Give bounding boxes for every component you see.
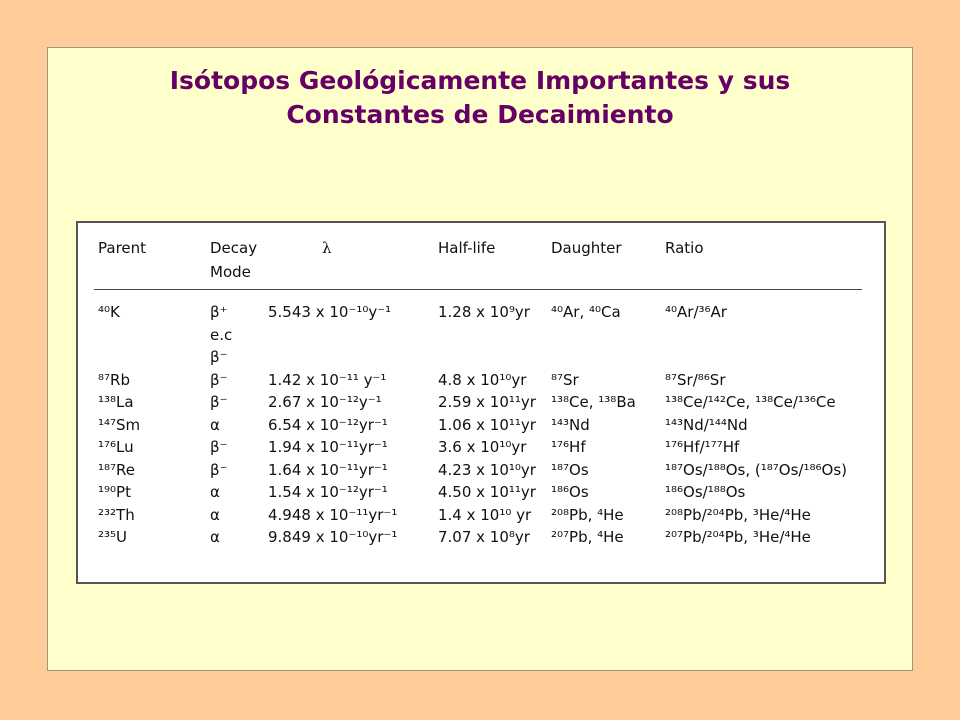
cell-parent: ¹³⁸La bbox=[98, 393, 134, 411]
isotope-table bbox=[76, 221, 886, 584]
cell-decay-mode: β⁻ bbox=[210, 460, 228, 479]
cell-ratio: ¹⁸⁷Os/¹⁸⁸Os, (¹⁸⁷Os/¹⁸⁶Os) bbox=[665, 460, 847, 479]
cell-parent: ⁴⁰K bbox=[98, 303, 120, 321]
cell-decay-mode: β⁻ bbox=[210, 393, 228, 411]
cell-half-life: 3.6 x 10¹⁰yr bbox=[438, 438, 527, 456]
cell-parent: ²³⁵U bbox=[98, 528, 128, 546]
cell-ratio: ¹³⁸Ce/¹⁴²Ce, ¹³⁸Ce/¹³⁶Ce bbox=[665, 393, 836, 411]
cell-half-life: 2.59 x 10¹¹yr bbox=[438, 393, 536, 411]
header-rule bbox=[94, 289, 862, 290]
cell-parent: ²³²Th bbox=[98, 505, 135, 524]
title-line-2: Constantes de Decaimiento bbox=[286, 100, 674, 129]
cell-ratio: ⁸⁷Sr/⁸⁶Sr bbox=[665, 370, 726, 389]
cell-daughter: ²⁰⁸Pb, ⁴He bbox=[551, 505, 624, 524]
cell-lambda: 1.54 x 10⁻¹²yr⁻¹ bbox=[268, 483, 388, 501]
header-daughter: Daughter bbox=[551, 239, 622, 257]
cell-lambda: 9.849 x 10⁻¹⁰yr⁻¹ bbox=[268, 528, 398, 546]
header-half-life: Half-life bbox=[438, 239, 496, 257]
cell-half-life: 4.23 x 10¹⁰yr bbox=[438, 460, 536, 479]
cell-decay-mode: e.c bbox=[210, 325, 233, 344]
cell-decay-mode: β⁻ bbox=[210, 348, 228, 366]
cell-half-life: 1.06 x 10¹¹yr bbox=[438, 415, 536, 434]
cell-parent: ¹⁸⁷Re bbox=[98, 460, 136, 479]
cell-daughter: ²⁰⁷Pb, ⁴He bbox=[551, 528, 624, 546]
header-decay: Decay bbox=[210, 239, 258, 257]
cell-half-life: 1.28 x 10⁹yr bbox=[438, 303, 530, 321]
cell-half-life: 1.4 x 10¹⁰ yr bbox=[438, 505, 532, 524]
header-lambda: λ bbox=[322, 239, 332, 257]
cell-ratio: ²⁰⁷Pb/²⁰⁴Pb, ³He/⁴He bbox=[665, 528, 811, 546]
header-mode: Mode bbox=[210, 263, 251, 281]
cell-ratio: ¹⁸⁶Os/¹⁸⁸Os bbox=[665, 483, 746, 501]
cell-parent: ¹⁷⁶Lu bbox=[98, 438, 134, 456]
cell-decay-mode: α bbox=[210, 528, 220, 546]
cell-parent: ⁸⁷Rb bbox=[98, 370, 130, 389]
title-line-1: Isótopos Geológicamente Importantes y sus bbox=[169, 66, 791, 95]
cell-lambda: 6.54 x 10⁻¹²yr⁻¹ bbox=[268, 415, 388, 434]
slide-title bbox=[48, 64, 912, 132]
cell-daughter: ¹⁸⁷Os bbox=[551, 460, 589, 479]
cell-parent: ¹⁴⁷Sm bbox=[98, 415, 141, 434]
cell-decay-mode: α bbox=[210, 483, 220, 501]
cell-ratio: ¹⁴³Nd/¹⁴⁴Nd bbox=[665, 415, 748, 434]
cell-decay-mode: β⁺ bbox=[210, 303, 228, 321]
header-parent: Parent bbox=[98, 239, 147, 257]
cell-ratio: ¹⁷⁶Hf/¹⁷⁷Hf bbox=[665, 438, 740, 456]
cell-daughter: ¹³⁸Ce, ¹³⁸Ba bbox=[551, 393, 636, 411]
cell-half-life: 4.8 x 10¹⁰yr bbox=[438, 370, 527, 389]
cell-daughter: ⁸⁷Sr bbox=[551, 370, 579, 389]
cell-lambda: 1.42 x 10⁻¹¹ y⁻¹ bbox=[268, 370, 387, 389]
cell-ratio: ²⁰⁸Pb/²⁰⁴Pb, ³He/⁴He bbox=[665, 505, 811, 524]
cell-decay-mode: α bbox=[210, 415, 220, 434]
cell-lambda: 1.94 x 10⁻¹¹yr⁻¹ bbox=[268, 438, 388, 456]
cell-lambda: 1.64 x 10⁻¹¹yr⁻¹ bbox=[268, 460, 388, 479]
cell-lambda: 4.948 x 10⁻¹¹yr⁻¹ bbox=[268, 505, 398, 524]
cell-daughter: ¹⁷⁶Hf bbox=[551, 438, 586, 456]
cell-half-life: 4.50 x 10¹¹yr bbox=[438, 483, 536, 501]
cell-ratio: ⁴⁰Ar/³⁶Ar bbox=[665, 303, 727, 321]
header-ratio: Ratio bbox=[665, 239, 704, 257]
cell-half-life: 7.07 x 10⁸yr bbox=[438, 528, 530, 546]
cell-lambda: 5.543 x 10⁻¹⁰y⁻¹ bbox=[268, 303, 392, 321]
cell-daughter: ¹⁸⁶Os bbox=[551, 483, 589, 501]
slide bbox=[48, 48, 912, 670]
cell-decay-mode: α bbox=[210, 505, 220, 524]
cell-decay-mode: β⁻ bbox=[210, 370, 228, 389]
cell-decay-mode: β⁻ bbox=[210, 438, 228, 456]
cell-parent: ¹⁹⁰Pt bbox=[98, 483, 131, 501]
cell-daughter: ¹⁴³Nd bbox=[551, 415, 590, 434]
cell-daughter: ⁴⁰Ar, ⁴⁰Ca bbox=[551, 303, 621, 321]
cell-lambda: 2.67 x 10⁻¹²y⁻¹ bbox=[268, 393, 382, 411]
